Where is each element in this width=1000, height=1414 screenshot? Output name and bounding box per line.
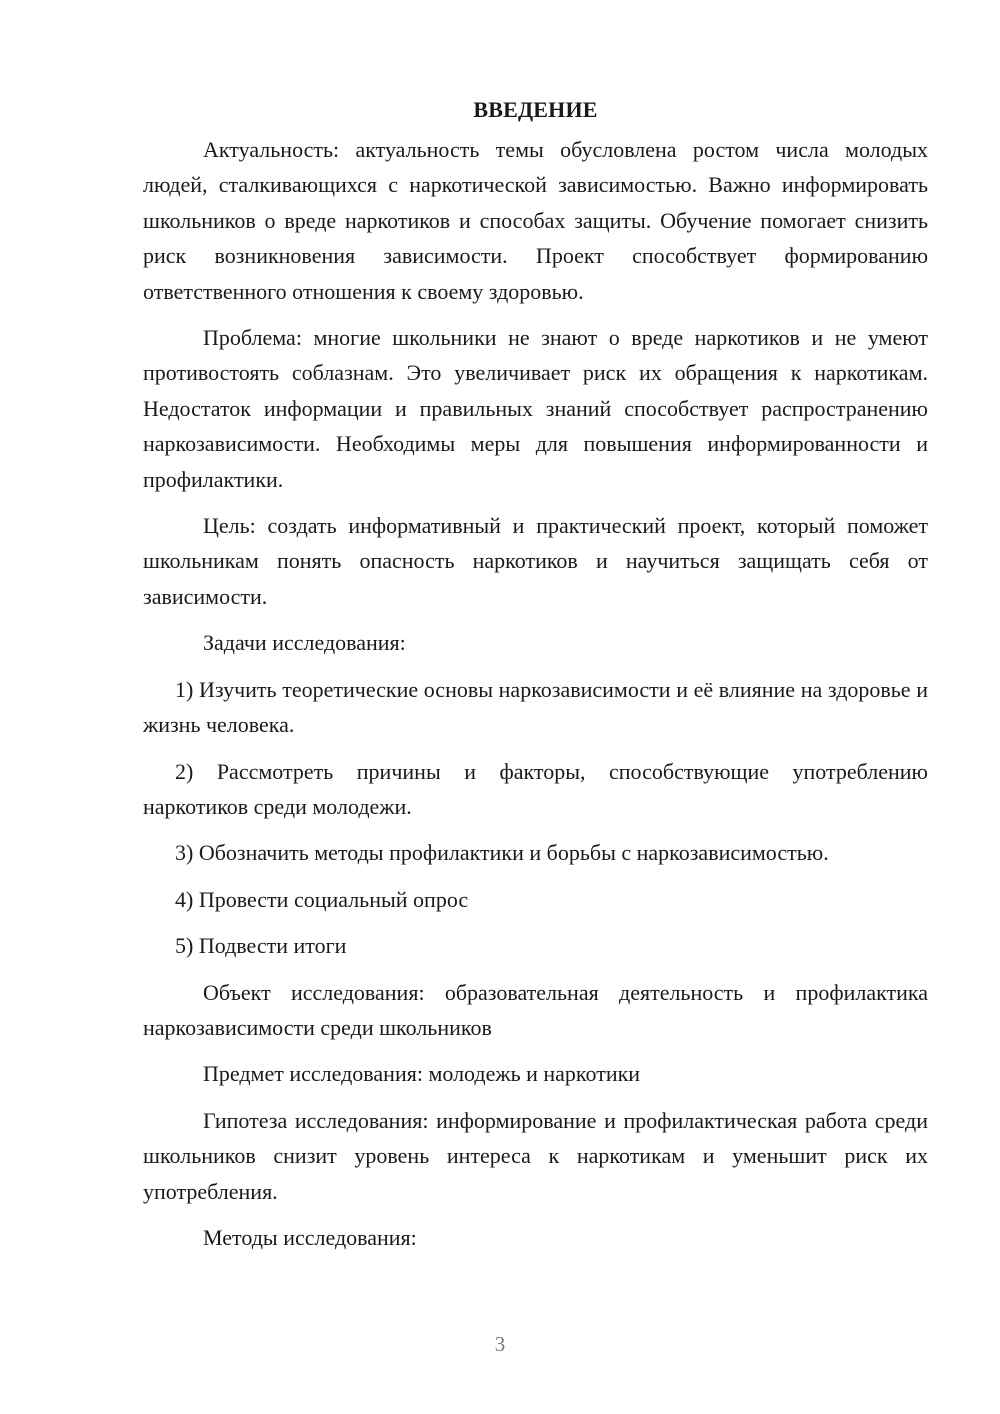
task-item-3: 3) Обозначить методы профилактики и борьбы с наркозависимостью. [175, 840, 829, 866]
document-page [143, 92, 928, 1266]
page-number: 3 [494, 1332, 506, 1356]
paragraph-methods: Методы исследования: [203, 1224, 417, 1250]
task-item-4: 4) Провести социальный опрос [175, 886, 469, 912]
paragraph-subject: Предмет исследования: молодежь и наркотики [203, 1061, 641, 1087]
paragraph-object: Объект исследования: образовательная деятельность и профилактика наркозависимости среди школьников [143, 979, 928, 1040]
paragraph-tasks-heading: Задачи исследования: [203, 630, 406, 656]
paragraph-relevance: Актуальность: актуальность темы обусловлена ростом числа молодых людей, сталкивающихся с наркотической зависимостью. Важно информировать школьников о вреде наркотиков и способах защиты. Обучение помогает снизить риск возникновения зависимости. Проект способствует формированию ответственного отношения к своему здоровью. [143, 137, 928, 304]
task-item-1: 1) Изучить теоретические основы наркозависимости и её влияние на здоровье и жизнь человека. [143, 676, 928, 738]
task-item-2: 2) Рассмотреть причины и факторы, способствующие употреблению наркотиков среди молодежи. [143, 758, 928, 819]
paragraph-goal: Цель: создать информативный и практический проект, который поможет школьникам понять опасность наркотиков и научиться защищать себя от зависимости. [143, 513, 928, 609]
paragraph-hypothesis: Гипотеза исследования: информирование и профилактическая работа среди школьников снизит уровень интереса к наркотикам и уменьшит риск их употребления. [143, 1107, 928, 1204]
task-item-5: 5) Подвести итоги [175, 933, 347, 959]
paragraph-problem: Проблема: многие школьники не знают о вреде наркотиков и не умеют противостоять соблазнам. Это увеличивает риск их обращения к наркотикам. Недостаток информации и правильных знаний способствует распространению наркозависимости. Необходимы меры для повышения информированности и профилактики. [143, 325, 928, 492]
section-title: ВВЕДЕНИЕ [473, 97, 598, 122]
